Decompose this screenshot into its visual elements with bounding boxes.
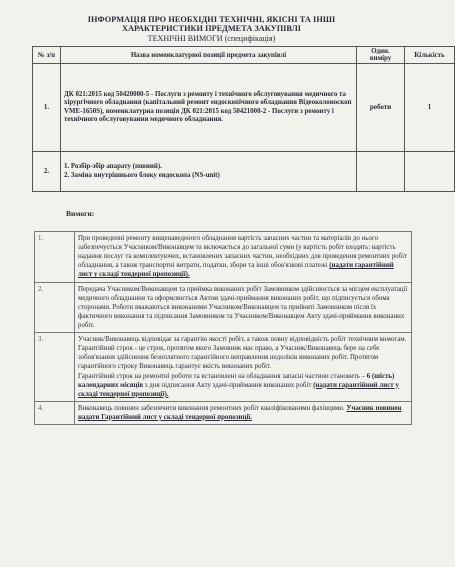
requirement-text: [75, 333, 412, 402]
item-quantity: 1: [405, 64, 455, 152]
requirement-paragraph: Учасник/Виконавець відповідає за гарантію якості робіт, а також повну відповідність робіт технічним вимогам.: [78, 336, 407, 344]
requirement-text: Передача Учасником/Виконавцем та приймка виконаних робіт Замовником здійснюється за місцем експлуатації медичного обладнання та оформлюється Актом здачі-приймання виконаних робіт, що підписується обома сторонами. Роботи вважаються виконаними Учасником/Виконавцем та прийняті Замовником після їх фактичного виконання та підписання Замовником та Учасником/Виконавцем Акту здачі-приймання виконаних робіт.: [75, 282, 412, 333]
item-unit: роботи: [357, 64, 405, 152]
document-subtitle: ХАРАКТЕРИСТИКИ ПРЕДМЕТА ЗАКУПІВЛІ: [121, 24, 302, 33]
table-row: [35, 232, 412, 283]
row-number: 2.: [33, 152, 61, 192]
requirement-underlined-note: (надати гарантійний лист у складі тендерної пропозиції).: [78, 262, 394, 279]
column-header-quantity: Кількість: [405, 47, 455, 64]
warranty-term: 6 (шість) календарних місяців: [78, 372, 395, 389]
requirement-number: 2.: [35, 282, 75, 333]
spec-table-header: [33, 47, 455, 64]
requirement-body: Гарантійний строк на ремонтні роботи та встановлені на обладнання запасні частини становить –: [78, 372, 367, 380]
table-row: [33, 152, 455, 192]
requirement-text: [75, 232, 412, 283]
item-unit: [357, 152, 405, 192]
item-name: ДК 021:2015 код 50420000-5 - Послуги з ремонту і технічного обслуговування медичного та хірургічного обладнання (капітальний ремонт ендоскопічного обладнання Відеоколоноскоп VME-1650S), номенклатурна позиція ДК 021:2015 код 50421000-2 - Послуги з ремонту і технічного обслуговування медичного обладнання.: [61, 64, 357, 152]
column-header-name: Назва номенклатурної позиції предмета закупівлі: [61, 47, 357, 64]
requirement-body: При проведенні ремонту вищенаведеного обладнання вартість запасних частин та матеріалів до нього забезпечується Учасником/Виконавцем та включається до загальної суми (у вартість робіт входять: вартість надання послуг та комплектуючих, встановлених запасних частин, необхідних для проведення ремонтних робіт обладнання, а також транспортні витрати, податки, збори та інші обов'язкові платежі: [78, 235, 408, 270]
item-name: [61, 152, 357, 192]
column-header-unit: Один. виміру: [357, 47, 405, 64]
requirement-number: 3.: [35, 333, 75, 402]
spec-caption: ТЕХНІЧНІ ВИМОГИ (специфікація): [147, 34, 276, 43]
requirement-text: [75, 401, 412, 424]
requirements-table: [34, 231, 412, 425]
table-row: [35, 333, 412, 402]
table-row: [33, 64, 455, 152]
requirement-body: Виконавець повинен забезпечити виконання ремонтних робіт кваліфікованими фахівцями.: [78, 404, 347, 412]
requirements-title: Вимоги:: [66, 209, 95, 218]
item-name-line: 2. Заміна внутрішнього блоку ендоскопа (NS-unit): [64, 171, 220, 179]
table-row: [35, 401, 412, 424]
specification-table: [32, 46, 455, 192]
requirement-number: 1.: [35, 232, 75, 283]
requirement-number: 4.: [35, 401, 75, 424]
requirement-paragraph: [78, 372, 408, 399]
document-title: ІНФОРМАЦІЯ ПРО НЕОБХІДНІ ТЕХНІЧНІ, ЯКІСНІ ТА ІНШІ: [87, 15, 336, 24]
requirement-underlined-note: (надати гарантійний лист у складі тендерної пропозиції).: [78, 381, 399, 398]
item-quantity: [405, 152, 455, 192]
item-name-line: 1. Розбір-збір апарату (повний).: [64, 163, 162, 171]
column-header-number: № з/п: [33, 47, 61, 64]
requirement-body: з дня підписання Акту здачі-приймання виконаних робіт: [143, 381, 314, 389]
requirement-underlined-note: Учасник повинен надати Гарантійний лист у складі тендерної пропозиції.: [78, 404, 402, 421]
row-number: 1.: [33, 64, 61, 152]
table-row: [35, 282, 412, 333]
requirement-paragraph: Гарантійний строк - це строк, протягом якого Замовник має право, а Учасник/Виконавець бере на себе зобов'язання здійснення безоплатного гарантійного виправлення недоліків виконаних робіт. Протягом гарантійного строку Виконавець гарантує якість виконаних робіт.: [78, 345, 380, 371]
